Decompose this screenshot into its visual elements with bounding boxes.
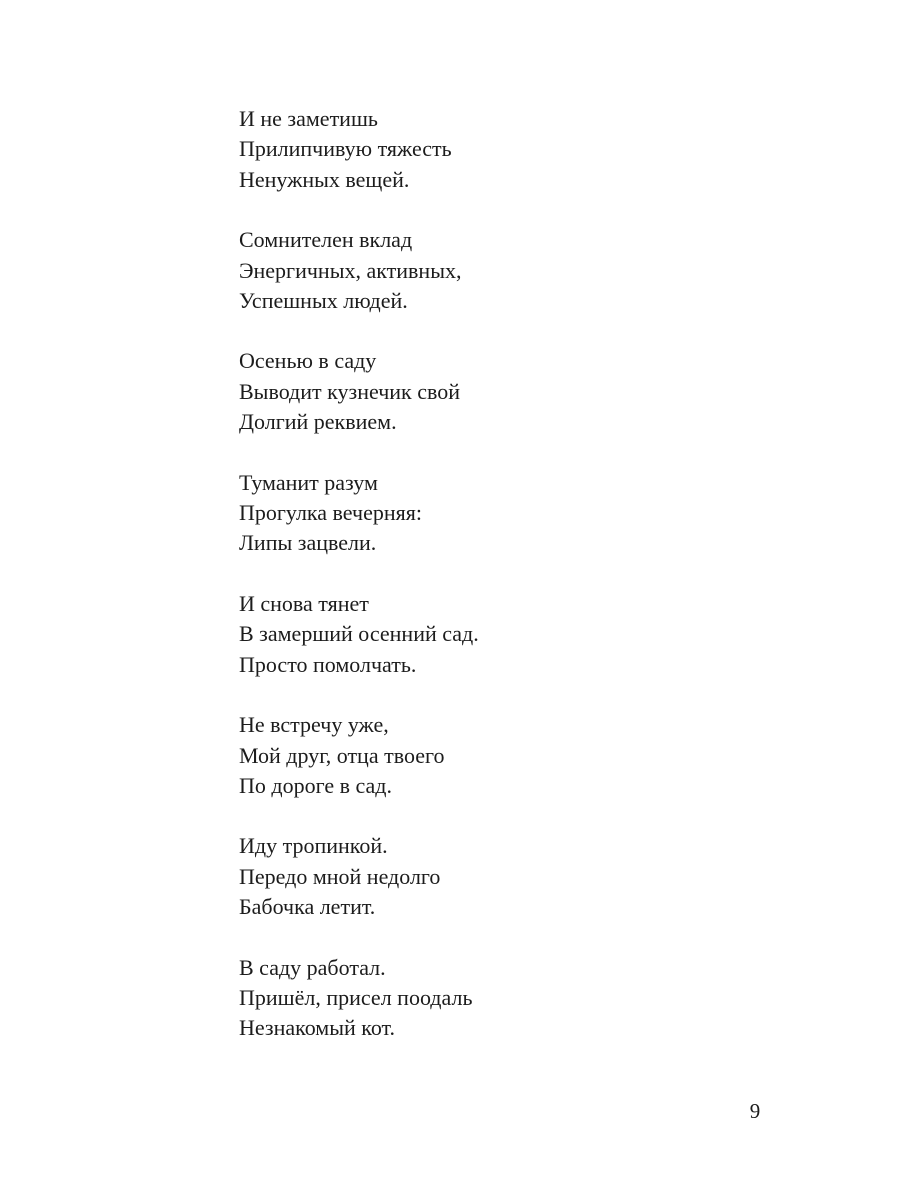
stanza: [239, 346, 799, 437]
poem-line: Пришёл, присел поодаль: [239, 984, 473, 1010]
stanza: [239, 104, 799, 195]
poem-line: Бабочка летит.: [239, 894, 376, 920]
page-number: 9: [749, 1099, 761, 1123]
poem-line: В саду работал.: [239, 954, 386, 980]
poem-line: И снова тянет: [239, 590, 369, 616]
poem-line: В замерший осенний сад.: [239, 621, 479, 647]
poem-line: Туманит разум: [239, 469, 378, 495]
poem-line: Выводит кузнечик свой: [239, 378, 460, 404]
poem-line: Липы зацвели.: [239, 530, 377, 556]
poem-line: Незнакомый кот.: [239, 1015, 396, 1041]
stanza: [239, 953, 799, 1044]
poem-line: Прилипчивую тяжесть: [239, 136, 452, 162]
poem-line: По дороге в сад.: [239, 772, 392, 798]
poem-line: Успешных людей.: [239, 288, 408, 314]
poem-line: Не встречу уже,: [239, 712, 389, 738]
poem-line: Иду тропинкой.: [239, 833, 388, 859]
poem-line: И не заметишь: [239, 106, 378, 131]
stanza: [239, 468, 799, 559]
poem-line: Долгий реквием.: [239, 409, 397, 435]
stanza: [239, 710, 799, 801]
poem-line: Энергичных, активных,: [239, 257, 462, 283]
poem-line: Сомнителен вклад: [239, 227, 413, 253]
stanza: [239, 831, 799, 922]
poem-collection: [239, 104, 799, 1074]
poem-line: Мой друг, отца твоего: [239, 742, 445, 768]
poem-line: Прогулка вечерняя:: [239, 500, 422, 526]
poem-line: Передо мной недолго: [239, 863, 441, 889]
poem-line: Просто помолчать.: [239, 651, 417, 677]
poem-line: Ненужных вещей.: [239, 166, 410, 192]
stanza: [239, 589, 799, 680]
stanza: [239, 225, 799, 316]
poem-line: Осенью в саду: [239, 348, 377, 374]
